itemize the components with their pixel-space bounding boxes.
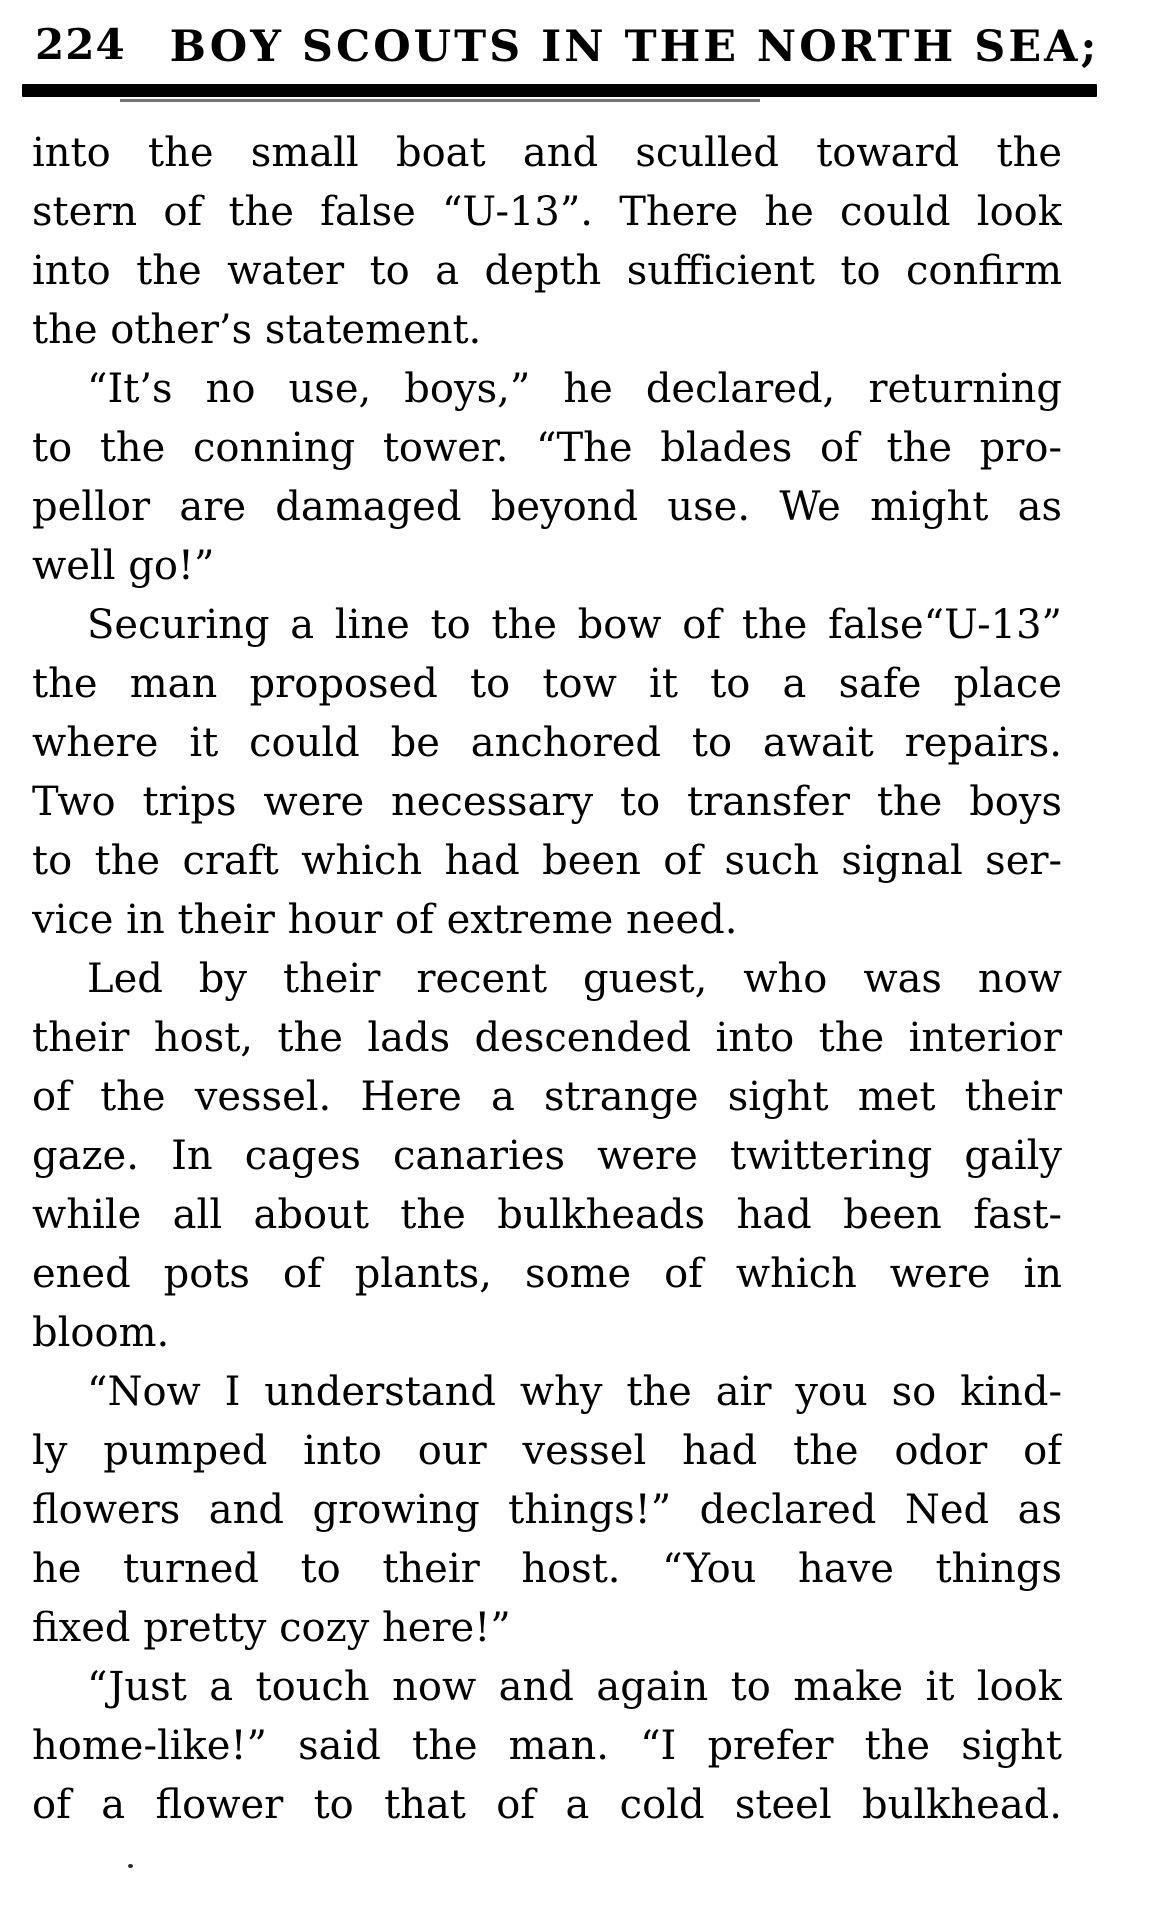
header-rule-shadow: [120, 99, 760, 102]
text-line: into the water to a depth sufficient to confirm: [32, 248, 1062, 294]
body-text: [32, 124, 1062, 1835]
header-rule: [22, 84, 1097, 97]
text-line: Securing a line to the bow of the false“U-13”: [87, 602, 1062, 648]
text-line: he turned to their host. “You have things: [32, 1546, 1062, 1592]
text-line: pellor are damaged beyond use. We might as: [32, 484, 1062, 530]
text-line: stern of the false “U-13”. There he could look: [32, 189, 1062, 235]
text-line: well go!”: [32, 543, 215, 589]
text-line: their host, the lads descended into the interior: [32, 1015, 1062, 1061]
text-line: to the craft which had been of such signal ser-: [32, 838, 1062, 884]
text-line: Led by their recent guest, who was now: [87, 956, 1062, 1002]
text-line: gaze. In cages canaries were twittering gaily: [32, 1133, 1062, 1179]
text-line: while all about the bulkheads had been fast-: [32, 1192, 1062, 1238]
page-header: [0, 18, 1165, 80]
text-line: to the conning tower. “The blades of the pro-: [32, 425, 1062, 471]
text-line: “Now I understand why the air you so kind-: [87, 1369, 1062, 1415]
text-line: the other’s statement.: [32, 307, 482, 353]
text-line: ened pots of plants, some of which were in: [32, 1251, 1062, 1297]
text-line: of the vessel. Here a strange sight met their: [32, 1074, 1062, 1120]
text-line: of a flower to that of a cold steel bulkhead.: [32, 1782, 1062, 1828]
text-line: vice in their hour of extreme need.: [32, 897, 738, 943]
text-line: into the small boat and sculled toward the: [32, 130, 1062, 176]
scan-speck: [128, 1864, 133, 1868]
text-line: fixed pretty cozy here!”: [32, 1605, 511, 1651]
page-number: 224: [35, 20, 126, 69]
text-line: “It’s no use, boys,” he declared, returning: [87, 366, 1062, 412]
text-line: bloom.: [32, 1310, 170, 1356]
text-line: “Just a touch now and again to make it look: [87, 1664, 1062, 1710]
running-title: BOY SCOUTS IN THE NORTH SEA;: [169, 22, 1100, 72]
text-line: home-like!” said the man. “I prefer the sight: [32, 1723, 1062, 1769]
text-line: where it could be anchored to await repairs.: [32, 720, 1062, 766]
text-line: the man proposed to tow it to a safe place: [32, 661, 1062, 707]
text-line: Two trips were necessary to transfer the boys: [32, 779, 1062, 825]
text-line: flowers and growing things!” declared Ned as: [32, 1487, 1062, 1533]
text-line: ly pumped into our vessel had the odor of: [32, 1428, 1062, 1474]
